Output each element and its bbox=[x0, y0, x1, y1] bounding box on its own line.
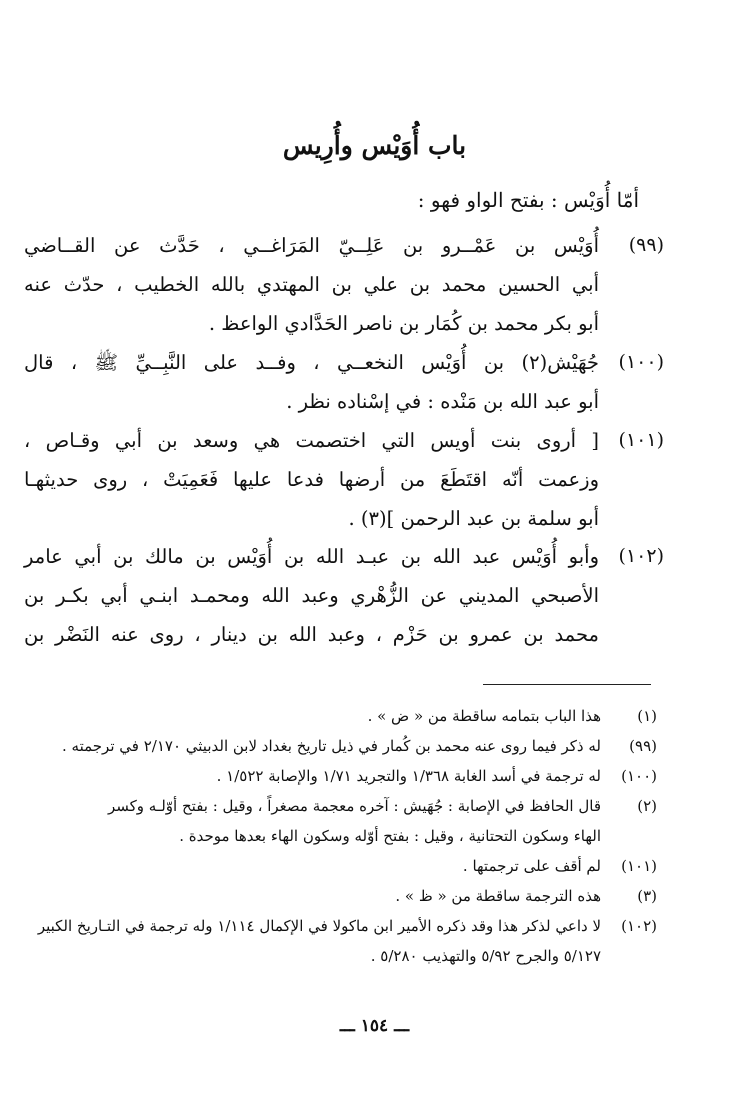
entry-99 bbox=[24, 226, 664, 343]
footnote-line: ٥/١٢٧ والجرح ٥/٩٢ والتهذيب ٥/٢٨٠ . bbox=[370, 947, 601, 965]
chapter-title: باب أُوَيْس وأُرِيس bbox=[282, 131, 467, 160]
footnote-99 bbox=[57, 731, 657, 761]
entry-line: الأصبحي المديني عن الزُّهْري وعبد الله ومحمـد ابنـي أبي بكـر بن bbox=[24, 584, 599, 607]
entry-number: (١٠٢) bbox=[618, 545, 664, 567]
footnote-102 bbox=[37, 911, 657, 971]
footnote-number: (٣) bbox=[637, 887, 657, 905]
footnote-3 bbox=[57, 881, 657, 911]
footnote-line: لا داعي لذكر هذا وقد ذكره الأمير ابن ماكولا في الإكمال ١/١١٤ وله ترجمة في التـاريخ الكبير bbox=[37, 917, 601, 935]
entry-102 bbox=[24, 537, 664, 654]
footnote-line: له ذكر فيما روى عنه محمد بن كُمار في ذيل تاريخ بغداد لابن الدبيثي ٢/١٧٠ في ترجمته . bbox=[62, 737, 601, 755]
entry-101 bbox=[24, 421, 664, 538]
entry-line: [ أروى بنت أويس التي اختصمت هي وسعد بن أبي وقـاص ، bbox=[24, 429, 599, 452]
footnote-100 bbox=[57, 761, 657, 791]
entry-line: وزعمت أنّه اقتَطَعَ من أرضها فدعا عليها فَعَمِيَتْ ، روى حديثهـا bbox=[24, 468, 599, 491]
footnote-line: قال الحافظ في الإصابة : جُهَيش : آخره معجمة مصغراً ، وقيل : بفتح أوّلـه وكسر bbox=[107, 797, 601, 815]
footnote-number: (١٠١) bbox=[621, 857, 657, 875]
entry-100 bbox=[24, 343, 664, 421]
footnote-number: (١) bbox=[637, 707, 657, 725]
footnote-line: الهاء وسكون التحتانية ، وقيل : بفتح أوّله وسكون الهاء بعدها موحدة . bbox=[179, 827, 601, 845]
footnote-number: (١٠٢) bbox=[621, 917, 657, 935]
entry-number: (١٠٠) bbox=[618, 351, 664, 373]
entry-line: أبي الحسين محمد بن علي بن المهتدي بالله الخطيب ، حدّث عنه bbox=[24, 273, 599, 296]
entry-number: (٩٩) bbox=[628, 234, 664, 256]
entry-line: محمد بن عمرو بن حَزْم ، وعبد الله بن دينار ، روى عنه النَضْر بن bbox=[24, 623, 599, 646]
intro-line: أمّا أُوَيْس : بفتح الواو فهو : bbox=[417, 188, 639, 212]
entry-line: أبو بكر محمد بن كُمَار بن ناصر الحَدَّادي الواعظ . bbox=[208, 312, 599, 335]
entry-line: أبو سلمة بن عبد الرحمن ](٣) . bbox=[348, 507, 599, 530]
page-number: ـــ ١٥٤ ـــ bbox=[339, 1016, 410, 1036]
footnote-number: (١٠٠) bbox=[621, 767, 657, 785]
entry-line: أبو عبد الله بن مَنْده : في إسْناده نظر . bbox=[286, 390, 599, 413]
footnote-number: (٩٩) bbox=[629, 737, 657, 755]
footnote-line: له ترجمة في أسد الغابة ١/٣٦٨ والتجريد ١/٧١ والإصابة ١/٥٢٢ . bbox=[216, 767, 601, 785]
entry-line: وأبو أُوَيْس عبد الله بن عبـد الله بن أُوَيْس بن مالك بن أبي عامر bbox=[24, 545, 599, 568]
footnote-2 bbox=[57, 791, 657, 851]
footnote-1 bbox=[57, 701, 657, 731]
footnote-line: لم أقف على ترجمتها . bbox=[462, 857, 601, 875]
footnote-101 bbox=[57, 851, 657, 881]
footnote-line: هذه الترجمة ساقطة من « ظ » . bbox=[395, 887, 601, 905]
entry-number: (١٠١) bbox=[618, 429, 664, 451]
entry-line: جُهَيْش(٢) بن أُوَيْس النخعــي ، وفــد على النَّبِــيِّ ﷺ ، قال bbox=[24, 351, 599, 374]
footnote-line: هذا الباب بتمامه ساقطة من « ض » . bbox=[367, 707, 601, 725]
footnote-number: (٢) bbox=[637, 797, 657, 815]
entry-line: أُوَيْس بن عَمْــرو بن عَلِــيّ المَرَاغــي ، حَدَّث عن القــاضي bbox=[24, 234, 599, 257]
footnote-separator bbox=[483, 684, 651, 685]
